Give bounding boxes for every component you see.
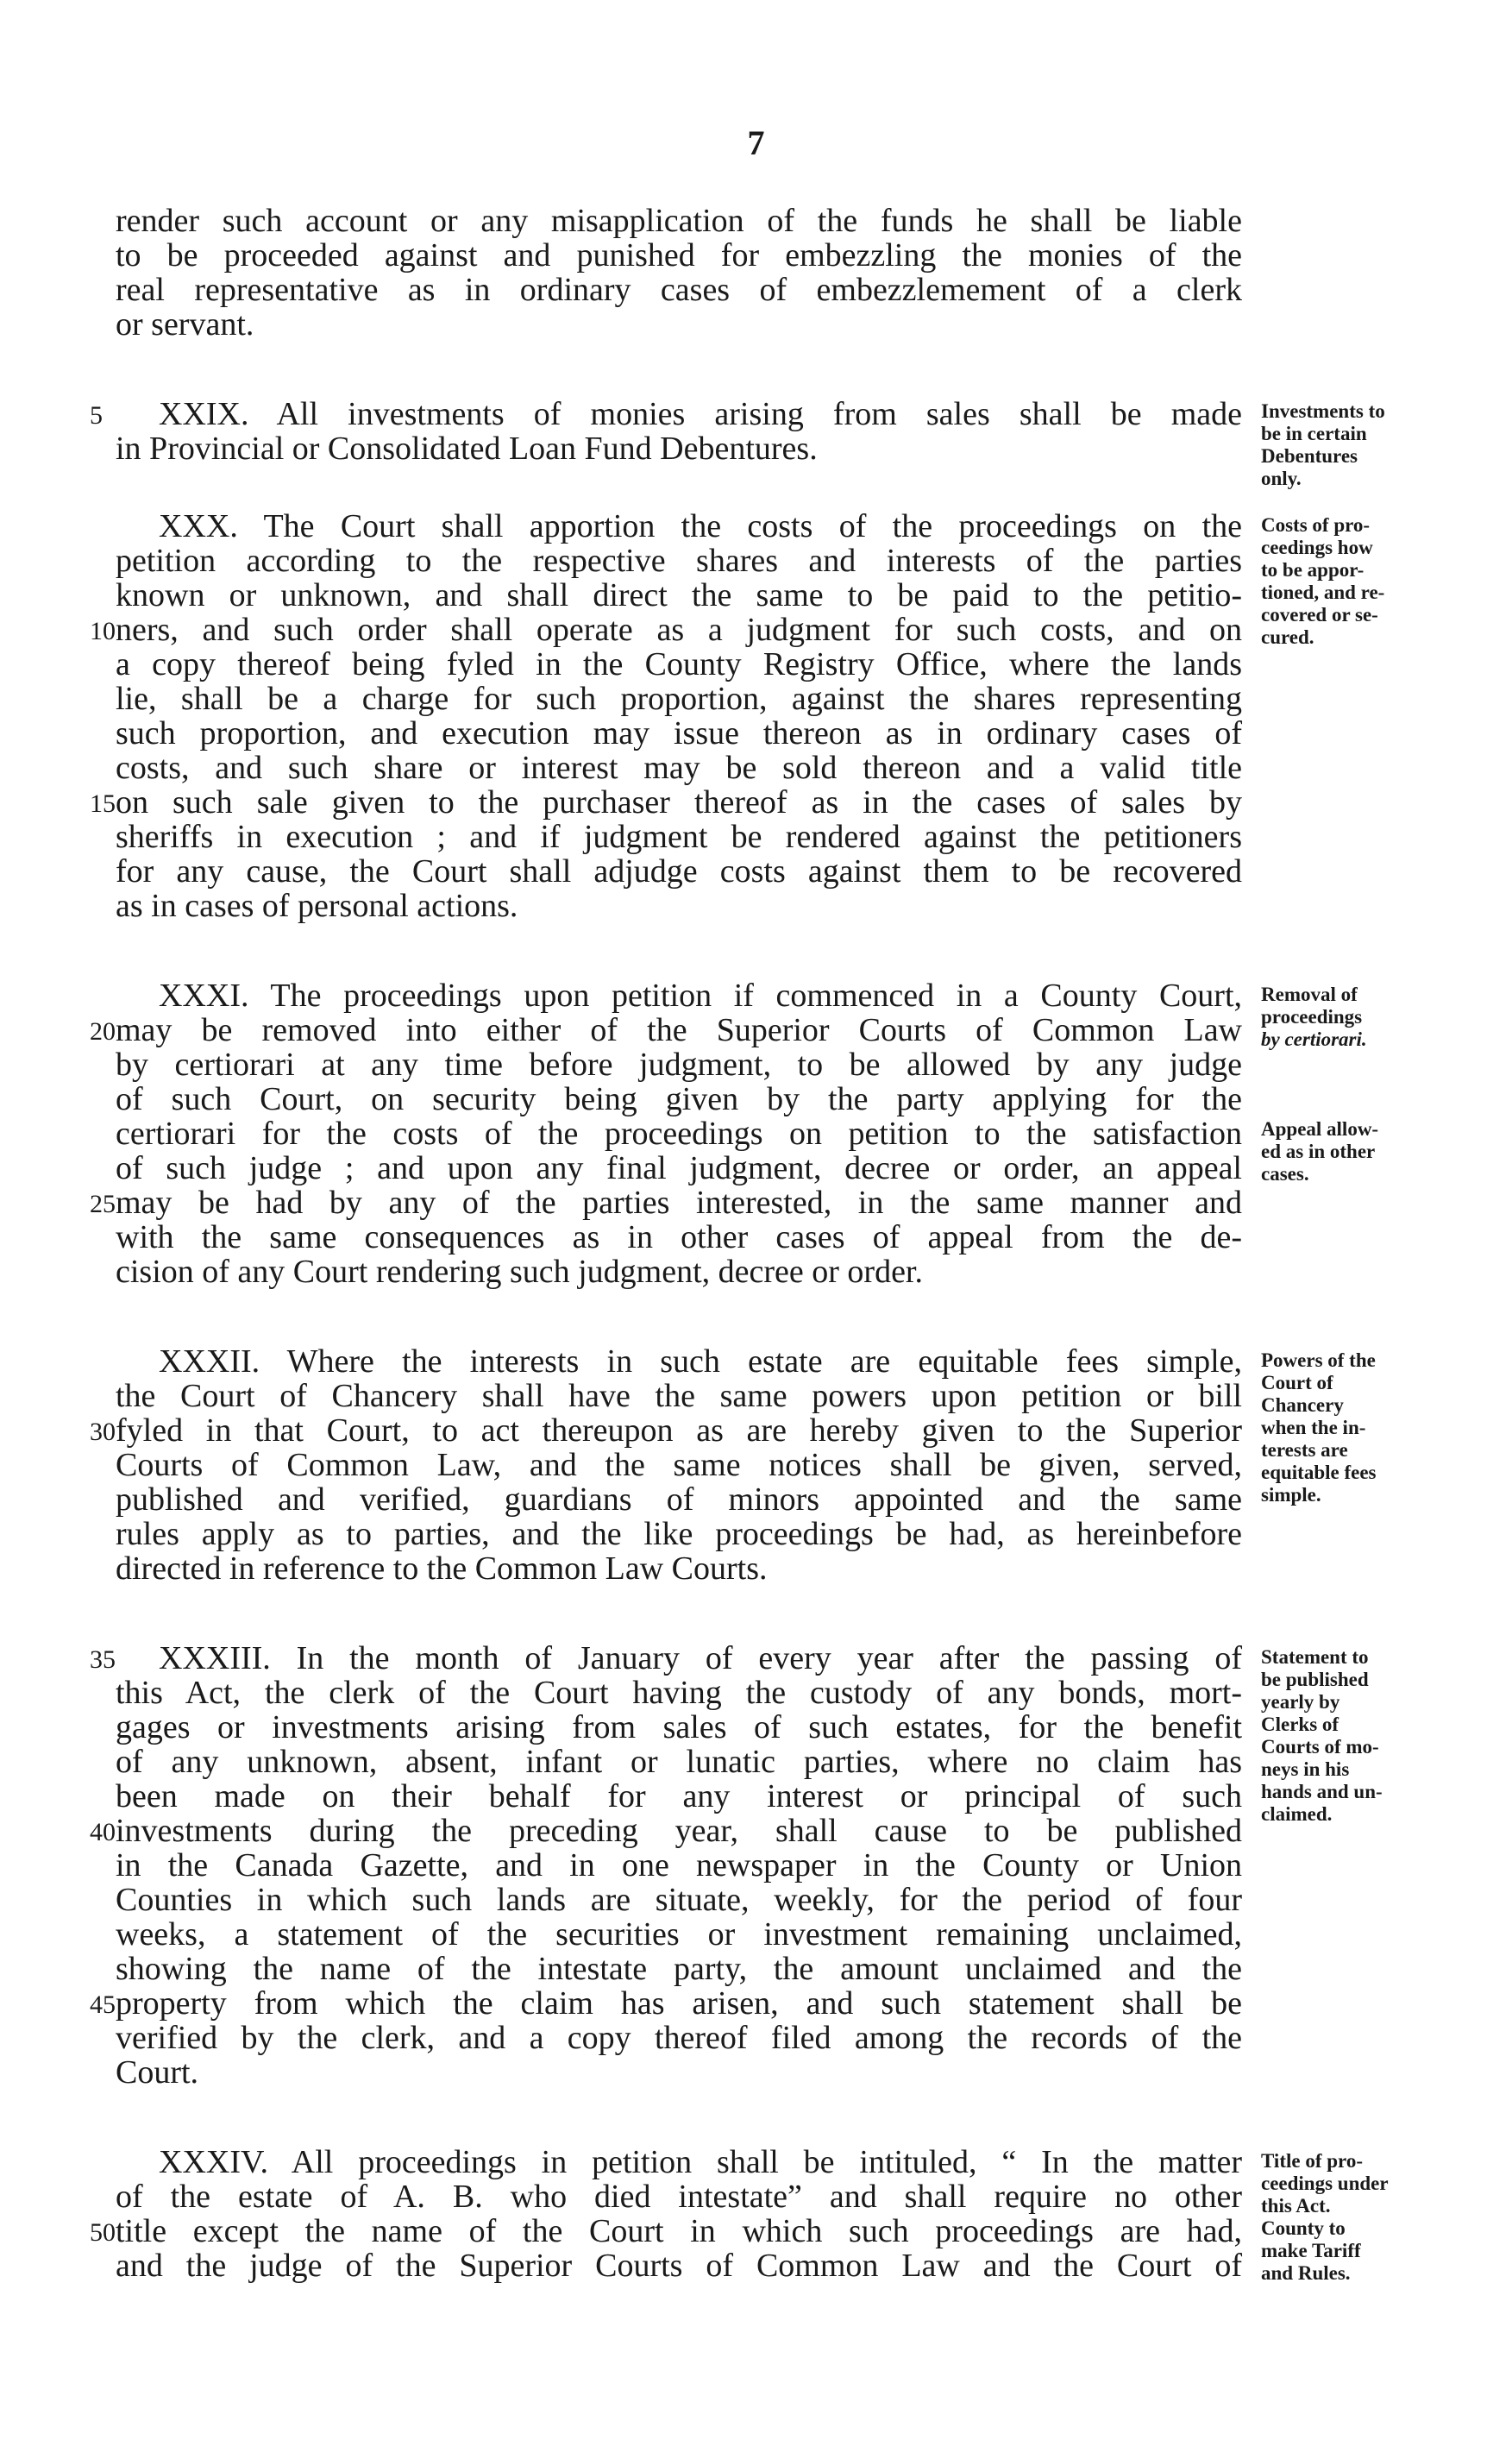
- text-line: to be proceeded against and punished for embezzling the monies of the: [116, 237, 1242, 274]
- line-number: 40: [90, 1818, 116, 1846]
- text-line: costs, and such share or interest may be sold thereon and a valid title: [116, 750, 1242, 786]
- margin-note-line: this Act.: [1261, 2195, 1331, 2217]
- text-line: or servant.: [116, 306, 254, 343]
- text-line: of such judge ; and upon any final judgment, decree or order, an appeal: [116, 1150, 1242, 1186]
- text-line: verified by the clerk, and a copy thereof filed among the records of the: [116, 2020, 1242, 2056]
- text-line: ners, and such order shall operate as a judgment for such costs, and on: [116, 612, 1242, 648]
- margin-note-line: terests are: [1261, 1439, 1348, 1461]
- margin-note-line: tioned, and re-: [1261, 582, 1385, 603]
- line-number: 35: [90, 1645, 116, 1674]
- text-line: as in cases of personal actions.: [116, 888, 518, 924]
- margin-note-line: to be appor-: [1261, 559, 1365, 581]
- text-line: real representative as in ordinary cases of embezzlemement of a clerk: [116, 272, 1242, 308]
- margin-note-line: only.: [1261, 468, 1302, 489]
- margin-note-line: Courts of mo-: [1261, 1736, 1379, 1758]
- text-line: XXXIV. All proceedings in petition shall be intituled, “ In the matter: [159, 2144, 1242, 2180]
- text-line: cision of any Court rendering such judgment, decree or order.: [116, 1254, 923, 1290]
- margin-note-line: Court of: [1261, 1372, 1333, 1393]
- text-line: fyled in that Court, to act thereupon as are hereby given to the Superior: [116, 1412, 1242, 1449]
- margin-note-line: Chancery: [1261, 1394, 1344, 1416]
- margin-note-line: be published: [1261, 1669, 1369, 1690]
- text-line: sheriffs in execution ; and if judgment be rendered against the petitioners: [116, 819, 1242, 855]
- text-line: of such Court, on security being given by the party applying for the: [116, 1081, 1242, 1117]
- text-line: property from which the claim has arisen, and such statement shall be: [116, 1985, 1242, 2022]
- margin-note-line: ceedings under: [1261, 2173, 1389, 2194]
- text-line: petition according to the respective shares and interests of the parties: [116, 543, 1242, 579]
- margin-note-line: Appeal allow-: [1261, 1118, 1379, 1140]
- line-number: 10: [90, 617, 116, 645]
- text-line: in the Canada Gazette, and in one newspaper in the County or Union: [116, 1847, 1242, 1883]
- text-line: on such sale given to the purchaser thereof as in the cases of sales by: [116, 784, 1242, 821]
- margin-note-line: Statement to: [1261, 1646, 1369, 1668]
- text-line: been made on their behalf for any interest or principal of such: [116, 1778, 1242, 1814]
- margin-note-statement: [1261, 1646, 1494, 1826]
- margin-note-line: Title of pro-: [1261, 2150, 1363, 2172]
- margin-note-line: when the in-: [1261, 1417, 1366, 1438]
- margin-note-line: cases.: [1261, 1163, 1309, 1185]
- text-line: Counties in which such lands are situate, weekly, for the period of four: [116, 1882, 1242, 1918]
- margin-note-chancery: [1261, 1349, 1494, 1506]
- margin-note-line: be in certain: [1261, 423, 1367, 444]
- margin-note-appeal: [1261, 1118, 1494, 1185]
- margin-note-line: equitable fees: [1261, 1462, 1377, 1483]
- margin-note-line: County to: [1261, 2217, 1346, 2239]
- text-line: such proportion, and execution may issue thereon as in ordinary cases of: [116, 715, 1242, 751]
- line-number: 25: [90, 1190, 116, 1218]
- text-line: in Provincial or Consolidated Loan Fund Debentures.: [116, 431, 818, 467]
- text-line: known or unknown, and shall direct the same to be paid to the petitio-: [116, 577, 1242, 613]
- line-number: 30: [90, 1418, 116, 1446]
- margin-note-line: make Tariff: [1261, 2240, 1361, 2261]
- text-line: investments during the preceding year, shall cause to be published: [116, 1813, 1242, 1849]
- margin-note-line: simple.: [1261, 1484, 1321, 1506]
- margin-note-line: claimed.: [1261, 1803, 1333, 1825]
- margin-note-line: by certiorari.: [1261, 1028, 1367, 1050]
- text-line: XXXII. Where the interests in such estate are equitable fees simple,: [159, 1343, 1242, 1380]
- page-number: 7: [747, 123, 765, 162]
- text-line: may be had by any of the parties interested, in the same manner and: [116, 1185, 1242, 1221]
- text-line: XXX. The Court shall apportion the costs of the proceedings on the: [159, 508, 1242, 544]
- text-line: a copy thereof being fyled in the County Registry Office, where the lands: [116, 646, 1242, 682]
- text-line: render such account or any misapplication of the funds he shall be liable: [116, 203, 1242, 239]
- line-number: 50: [90, 2218, 116, 2247]
- text-line: Court.: [116, 2054, 199, 2091]
- margin-note-line: hands and un-: [1261, 1781, 1383, 1802]
- text-line: this Act, the clerk of the Court having the custody of any bonds, mort-: [116, 1675, 1242, 1711]
- line-number: 20: [90, 1017, 116, 1046]
- text-line: by certiorari at any time before judgment, to be allowed by any judge: [116, 1047, 1242, 1083]
- text-line: certiorari for the costs of the proceedings on petition to the satisfaction: [116, 1116, 1242, 1152]
- text-line: of the estate of A. B. who died intestate” and shall require no other: [116, 2179, 1242, 2215]
- text-line: showing the name of the intestate party, the amount unclaimed and the: [116, 1951, 1242, 1987]
- text-line: XXIX. All investments of monies arising from sales shall be made: [159, 396, 1242, 432]
- margin-note-removal: [1261, 984, 1494, 1051]
- text-line: for any cause, the Court shall adjudge costs against them to be recovered: [116, 853, 1242, 890]
- line-number: 15: [90, 789, 116, 818]
- margin-note-line: neys in his: [1261, 1758, 1350, 1780]
- text-line: Courts of Common Law, and the same notices shall be given, served,: [116, 1447, 1242, 1483]
- text-line: directed in reference to the Common Law Courts.: [116, 1550, 768, 1587]
- margin-note-line: covered or se-: [1261, 604, 1378, 626]
- margin-note-line: yearly by: [1261, 1691, 1340, 1713]
- margin-note-line: cured.: [1261, 626, 1314, 648]
- margin-note-line: Powers of the: [1261, 1349, 1376, 1371]
- margin-note-line: Costs of pro-: [1261, 514, 1371, 536]
- text-line: title except the name of the Court in which such proceedings are had,: [116, 2213, 1242, 2249]
- text-line: may be removed into either of the Superior Courts of Common Law: [116, 1012, 1242, 1048]
- margin-note-title: [1261, 2150, 1494, 2285]
- margin-note-line: ceedings how: [1261, 537, 1373, 558]
- text-line: gages or investments arising from sales of such estates, for the benefit: [116, 1709, 1242, 1745]
- margin-note-line: Removal of: [1261, 984, 1358, 1005]
- text-line: with the same consequences as in other cases of appeal from the de-: [116, 1219, 1242, 1255]
- margin-note-line: ed as in other: [1261, 1141, 1376, 1162]
- text-line: lie, shall be a charge for such proportion, against the shares representing: [116, 681, 1242, 717]
- text-line: XXXI. The proceedings upon petition if commenced in a County Court,: [159, 978, 1242, 1014]
- margin-note-line: proceedings: [1261, 1006, 1363, 1028]
- text-line: and the judge of the Superior Courts of Common Law and the Court of: [116, 2248, 1242, 2284]
- text-line: of any unknown, absent, infant or lunatic parties, where no claim has: [116, 1744, 1242, 1780]
- text-line: published and verified, guardians of minors appointed and the same: [116, 1481, 1242, 1518]
- line-number: 5: [90, 401, 103, 430]
- line-number: 45: [90, 1990, 116, 2019]
- margin-note-line: Clerks of: [1261, 1714, 1339, 1735]
- text-line: rules apply as to parties, and the like proceedings be had, as hereinbefore: [116, 1516, 1242, 1552]
- text-line: XXXIII. In the month of January of every year after the passing of: [159, 1640, 1242, 1676]
- text-line: weeks, a statement of the securities or investment remaining unclaimed,: [116, 1916, 1242, 1953]
- margin-note-line: Investments to: [1261, 400, 1385, 422]
- margin-note-line: Debentures: [1261, 445, 1358, 467]
- margin-note-line: and Rules.: [1261, 2262, 1351, 2284]
- margin-note-investments: [1261, 400, 1494, 490]
- text-line: the Court of Chancery shall have the same powers upon petition or bill: [116, 1378, 1242, 1414]
- margin-note-costs: [1261, 514, 1494, 649]
